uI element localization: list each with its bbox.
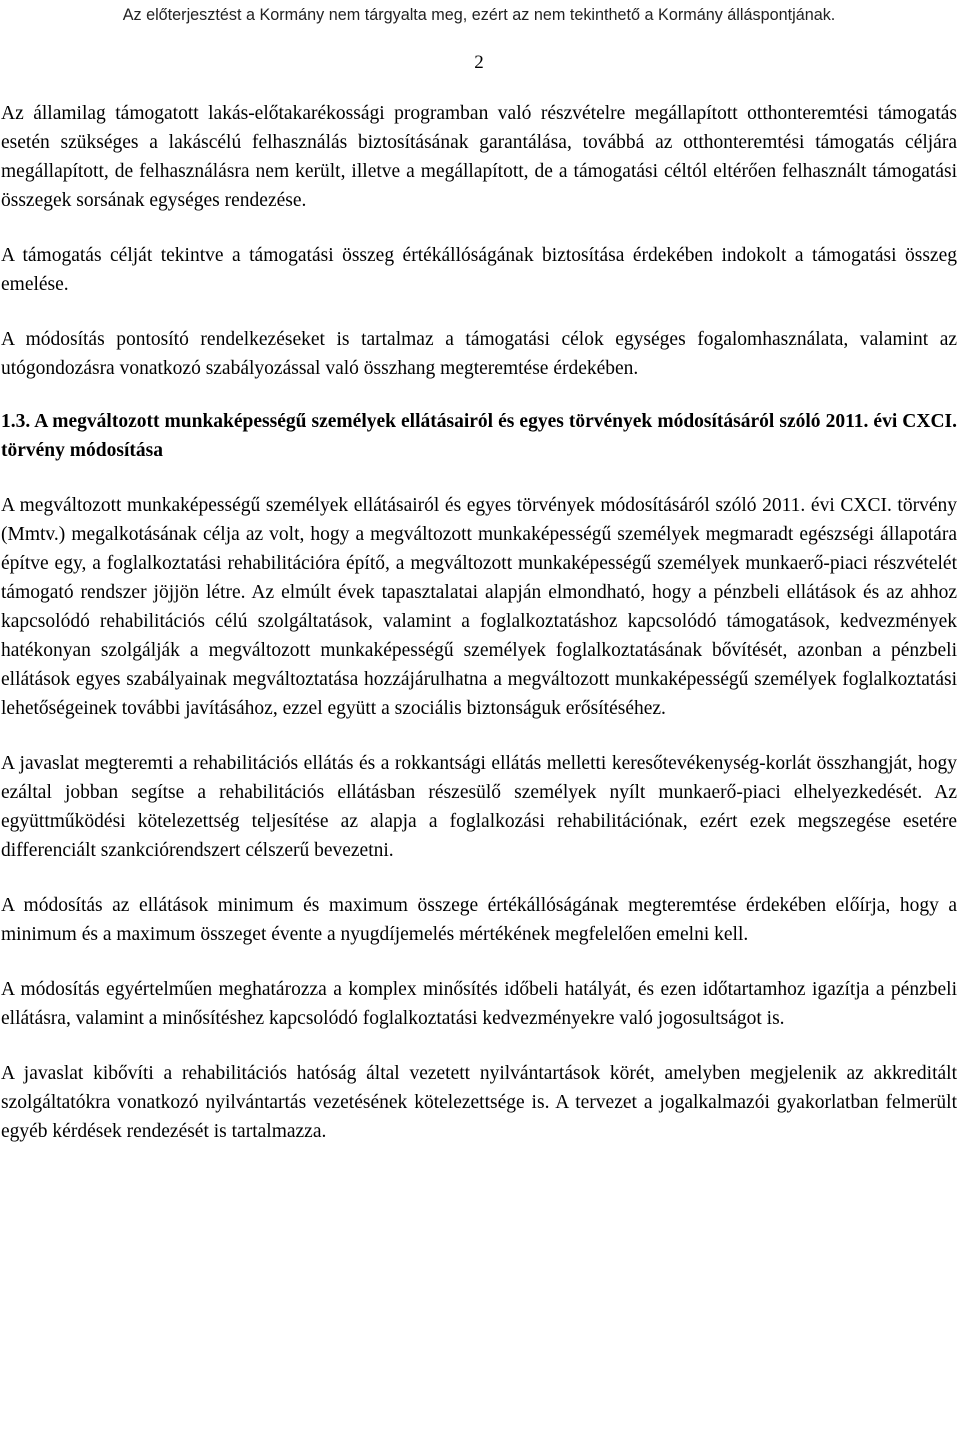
header-disclaimer: Az előterjesztést a Kormány nem tárgyalta meg, ezért az nem tekinthető a Kormány álláspontjának.	[122, 6, 836, 24]
document-body	[1, 99, 957, 1146]
paragraph-mmtv-purpose: A megváltozott munkaképességű személyek ellátásairól és egyes törvények módosításáról szóló 2011. évi CXCI. törvény (Mmtv.) megalkotásának célja az volt, hogy a megváltozott munkaképességű személyek megmaradt egészségi állapotára építve egy, a foglalkoztatási rehabilitációra építő, a megváltozott munkaképességű személyek munkaerő-piaci részvételét támogató rendszer jöjjön létre. Az elmúlt évek tapasztalatai alapján elmondható, hogy a pénzbeli ellátások és az ahhoz kapcsolódó rehabilitációs célú szolgáltatások, valamint a foglalkoztatáshoz kapcsolódó támogatások, kedvezmények hatékonyan szolgálják a megváltozott munkaképességű személyek foglalkoztatásának bővítését, azonban a pénzbeli ellátások egyes szabályainak megváltoztatása hozzájárulhatna a megváltozott munkaképességű személyek foglalkoztatási lehetőségeinek további javításához, ezzel együtt a szociális biztonságuk erősítéséhez.	[1, 495, 957, 719]
paragraph-support-amount: A támogatás célját tekintve a támogatási összeg értékállóságának biztosítása érdekében indokolt a támogatási összeg emelése.	[1, 245, 957, 295]
paragraph-clarifying-provisions: A módosítás pontosító rendelkezéseket is tartalmaz a támogatási célok egységes fogalomhasználata, valamint az utógondozásra vonatkozó szabályozással való összhang megteremtése érdekében.	[1, 329, 957, 379]
page-number: 2	[474, 52, 484, 73]
paragraph-complex-qualification: A módosítás egyértelműen meghatározza a komplex minősítés időbeli hatályát, és ezen időtartamhoz igazítja a pénzbeli ellátásra, valamint a minősítéshez kapcsolódó foglalkoztatási kedvezményekre való jogosultságot is.	[1, 979, 957, 1029]
section-heading-1-3: 1.3. A megváltozott munkaképességű személyek ellátásairól és egyes törvények módosításáról szóló 2011. évi CXCI. törvény módosítása	[1, 411, 957, 461]
paragraph-min-max-amount: A módosítás az ellátások minimum és maximum összege értékállóságának megteremtése érdekében előírja, hogy a minimum és a maximum összeget évente a nyugdíjemelés mértékének megfelelően emelni kell.	[1, 895, 957, 945]
paragraph-proposal-harmony: A javaslat megteremti a rehabilitációs ellátás és a rokkantsági ellátás melletti keresőtevékenység-korlát összhangját, hogy ezáltal jobban segítse a rehabilitációs ellátásban részesülő személyek nyílt munkaerő-piaci elhelyezkedését. Az együttműködési kötelezettség teljesítése az alapja a foglalkozási rehabilitációnak, ezért ezek megszegése esetére differenciált szankciórendszert célszerű bevezetni.	[1, 753, 957, 861]
paragraph-housing-savings: Az államilag támogatott lakás-előtakarékossági programban való részvételre megállapított otthonteremtési támogatás esetén szükséges a lakáscélú felhasználás biztosításának garantálása, továbbá az otthonteremtési támogatás céljára megállapított, de felhasználásra nem került, illetve a megállapított, de a támogatási céltól eltérően felhasznált támogatási összegek sorsának egységes rendezése.	[1, 103, 957, 211]
paragraph-registries: A javaslat kibővíti a rehabilitációs hatóság által vezetett nyilvántartások körét, amelyben megjelenik az akkreditált szolgáltatókra vonatkozó nyilvántartás vezetésének kötelezettsége is. A tervezet a jogalkalmazói gyakorlatban felmerült egyéb kérdések rendezését is tartalmazza.	[1, 1063, 957, 1142]
